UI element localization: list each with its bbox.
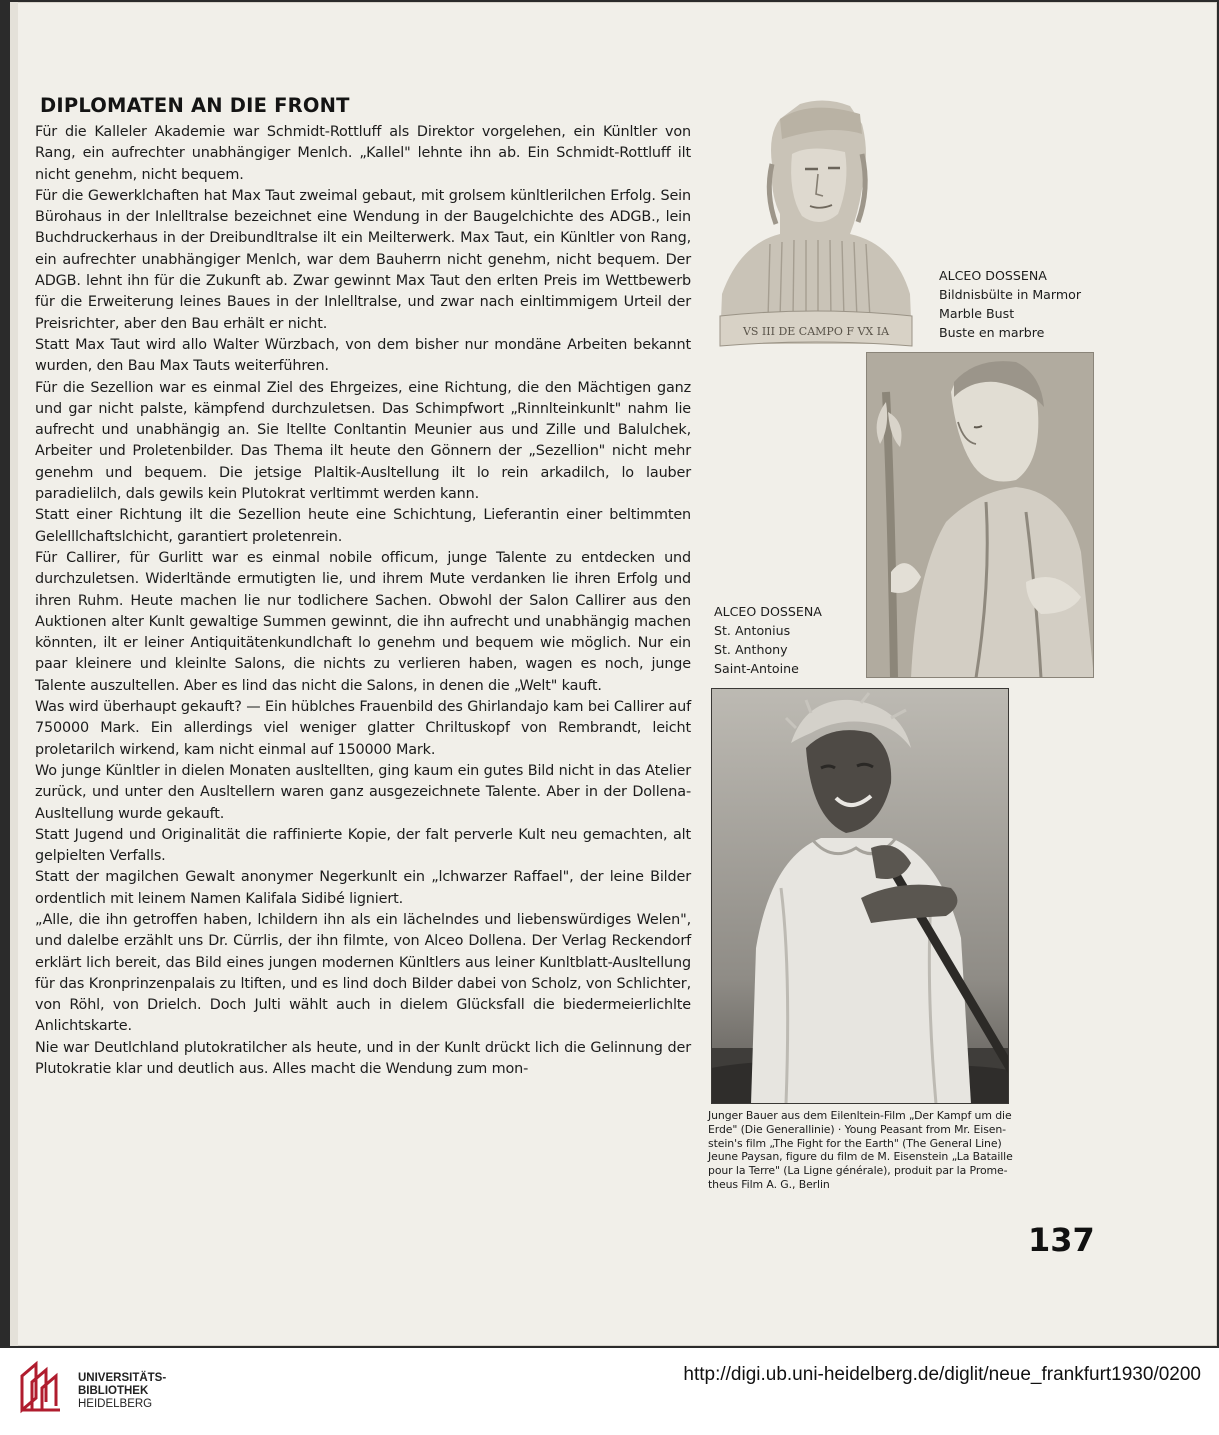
caption-line: theus Film A. G., Berlin xyxy=(708,1177,830,1191)
paragraph: Statt Jugend und Originalität die raffinierte Kopie, der falt perverle Kult neu gemachten, alt gelpielten Verfalls. xyxy=(35,826,691,865)
relief-caption xyxy=(714,602,822,678)
library-logo-icon xyxy=(18,1358,64,1414)
library-name xyxy=(78,1372,166,1411)
paragraph: Was wird überhaupt gekauft? — Ein hüblches Frauenbild des Ghirlandajo kam bei Callirer auf 750000 Mark. Ein allerdings viel weniger glatter Chriltuskopf von Rembrandt, leicht proletarilch wirkend, kam nicht einmal auf 150000 Mark. xyxy=(35,699,691,758)
caption-line: ALCEO DOSSENA xyxy=(714,604,822,619)
paragraph: „Alle, die ihn getroffen haben, lchildern ihn als ein lächelndes und liebenswürdiges Welen", und dalelbe erzählt uns Dr. Cürrlis, der ihn filmte, von Alceo Dollena. Der Verlag Reckendorf erklärt lich bereit, das Bild eines jungen modernen Künltlers aus leiner Kunltblatt-Ausltellung für das Kronprinzenpalais zu ltiften, und es lind doch Bilder dabei von Scholz, von Schlichter, von Röhl, von Drielch. Doch Julti wählt auch in dielem Glücksfall die biedermeierlichlte Anlichtskarte. xyxy=(35,911,691,1035)
paragraph: Wo junge Künltler in dielen Monaten ausltellten, ging kaum ein gutes Bild nicht in das Atelier zurück, und unter den Ausltellern waren ganz ausgezeichnete Talente. Aber in der Dollena-Ausltellung wurde gekauft. xyxy=(35,762,691,822)
bust-photo xyxy=(710,94,920,352)
caption-line: Erde" (Die Generallinie) · Young Peasant from Mr. Eisen- xyxy=(708,1122,1007,1136)
caption-line: St. Antonius xyxy=(714,623,791,638)
caption-line: Buste en marbre xyxy=(939,325,1045,340)
caption-line: Jeune Paysan, figure du film de M. Eisenstein „La Bataille xyxy=(708,1150,1013,1164)
paragraph: Statt Max Taut wird allo Walter Würzbach, von dem bisher nur mondäne Arbeiten bekannt wurden, den Bau Max Tauts weiterführen. xyxy=(35,336,691,375)
article-title: DIPLOMATEN AN DIE FRONT xyxy=(40,94,350,117)
caption-line: pour la Terre" (La Ligne générale), produit par la Prome- xyxy=(708,1164,1008,1178)
peasant-caption xyxy=(708,1109,1098,1192)
paragraph: Für die Kalleler Akademie war Schmidt-Rottluff als Direktor vorgelehen, ein Künltler von Rang, ein aufrechter unabhängiger Menlch. „Kallel" lehnte ihn ab. Ein Schmidt-Rottluff ilt nicht genehm, nicht bequem. xyxy=(35,124,691,183)
bust-inscription: VS III DE CAMPO F VX IA xyxy=(742,325,890,338)
library-name-line: BIBLIOTHEK xyxy=(78,1385,149,1397)
book-page xyxy=(10,2,1217,1346)
page-edge xyxy=(10,2,18,1346)
paragraph: Für die Sezellion war es einmal Ziel des Ehrgeizes, eine Richtung, die den Mächtigen ganz und gar nicht palste, kämpfend durchzuletsen. Das Schimpfwort „Rinnlteinkunlt" nahm lie aufrecht und unabhängig an. Sie ltellte Conltantin Meunier aus und Zille und Balulchek, Arbeiter und Proletenbilder. Das Thema ilt heute den Gönnern der „Sezellion" nicht mehr genehm und bequem. Die jetsige Plaltik-Ausltellung ilt lo rein arkadilch, lo lauber paradielilch, dals gewils kein Plutokrat verltimmt werden kann. xyxy=(35,379,691,503)
caption-line: Marble Bust xyxy=(939,306,1015,321)
source-url-link[interactable]: http://digi.ub.uni-heidelberg.de/diglit/neue_frankfurt1930/0200 xyxy=(683,1364,1201,1385)
caption-line: Saint-Antoine xyxy=(714,661,799,676)
caption-line: ALCEO DOSSENA xyxy=(939,268,1047,283)
article-body xyxy=(35,122,691,1080)
caption-line: stein's film „The Fight for the Earth" (The General Line) xyxy=(708,1136,1002,1150)
paragraph: Für Callirer, für Gurlitt war es einmal nobile officum, junge Talente zu entdecken und durchzuletsen. Widerltände ermutigten lie, und ihrem Mute verdanken lie ihren Erfolg und ihren Ruhm. Heute machen lie nur todlichere Sachen. Obwohl der Salon Callirer aus den Auktionen alter Kunlt gewaltige Summen gewinnt, die ihn aufrecht und unabhängig machen könnten, ilt er leiner Antiquitätenkundlchaft lo genehm und bequem wie möglich. Nur ein paar kleinere und kleinlte Salons, die nichts zu verlieren haben, wagen es noch, junge Talente auszultellen. Aber es lind das nicht die Salons, in denen die „Welt" kauft. xyxy=(35,549,691,694)
footer-bar xyxy=(0,1348,1219,1435)
caption-line: St. Anthony xyxy=(714,642,788,657)
peasant-photo xyxy=(711,688,1009,1104)
bust-caption xyxy=(939,266,1081,342)
page-number: 137 xyxy=(1028,1221,1095,1259)
paragraph: Statt der magilchen Gewalt anonymer Negerkunlt ein „lchwarzer Raffael", der leine Bilder ordentlich mit leinem Namen Kalifala Sidibé ligniert. xyxy=(35,869,691,907)
caption-line: Junger Bauer aus dem Eilenltein-Film „Der Kampf um die xyxy=(708,1109,1012,1122)
library-name-line: UNIVERSITÄTS- xyxy=(78,1372,167,1384)
relief-photo xyxy=(866,352,1094,678)
caption-line: Bildnisbülte in Marmor xyxy=(939,287,1082,302)
paragraph: Statt einer Richtung ilt die Sezellion heute eine Schichtung, Lieferantin einer beltimmten Gelelllchaftslchicht, garantiert proletenrein. xyxy=(35,507,691,545)
library-name-line: HEIDELBERG xyxy=(78,1398,153,1410)
paragraph: Für die Gewerklchaften hat Max Taut zweimal gebaut, mit grolsem künltlerilchen Erfolg. Sein Bürohaus in der Inlelltralse bezeichnet eine Wendung in der Baugelchichte des ADGB., lein Buchdruckerhaus in der Dreibundltralse ilt ein Meilterwerk. Max Taut, ein Künltler von Rang, ein aufrechter unabhängiger Menlch, war dem Bauherrn nicht genehm, nicht bequem. Der ADGB. lehnt ihn für die Zukunft ab. Zwar gewinnt Max Taut den erlten Preis im Wettbewerb für die Erweiterung leines Baues in der Inlelltralse, und zwar nach einltimmigem Urteil der Preisrichter, aber den Bau erhält er nicht. xyxy=(35,187,691,332)
paragraph: Nie war Deutlchland plutokratilcher als heute, und in der Kunlt drückt lich die Gelinnung der Plutokratie klar und deutlich aus. Alles macht die Wendung zum mon- xyxy=(35,1039,691,1078)
